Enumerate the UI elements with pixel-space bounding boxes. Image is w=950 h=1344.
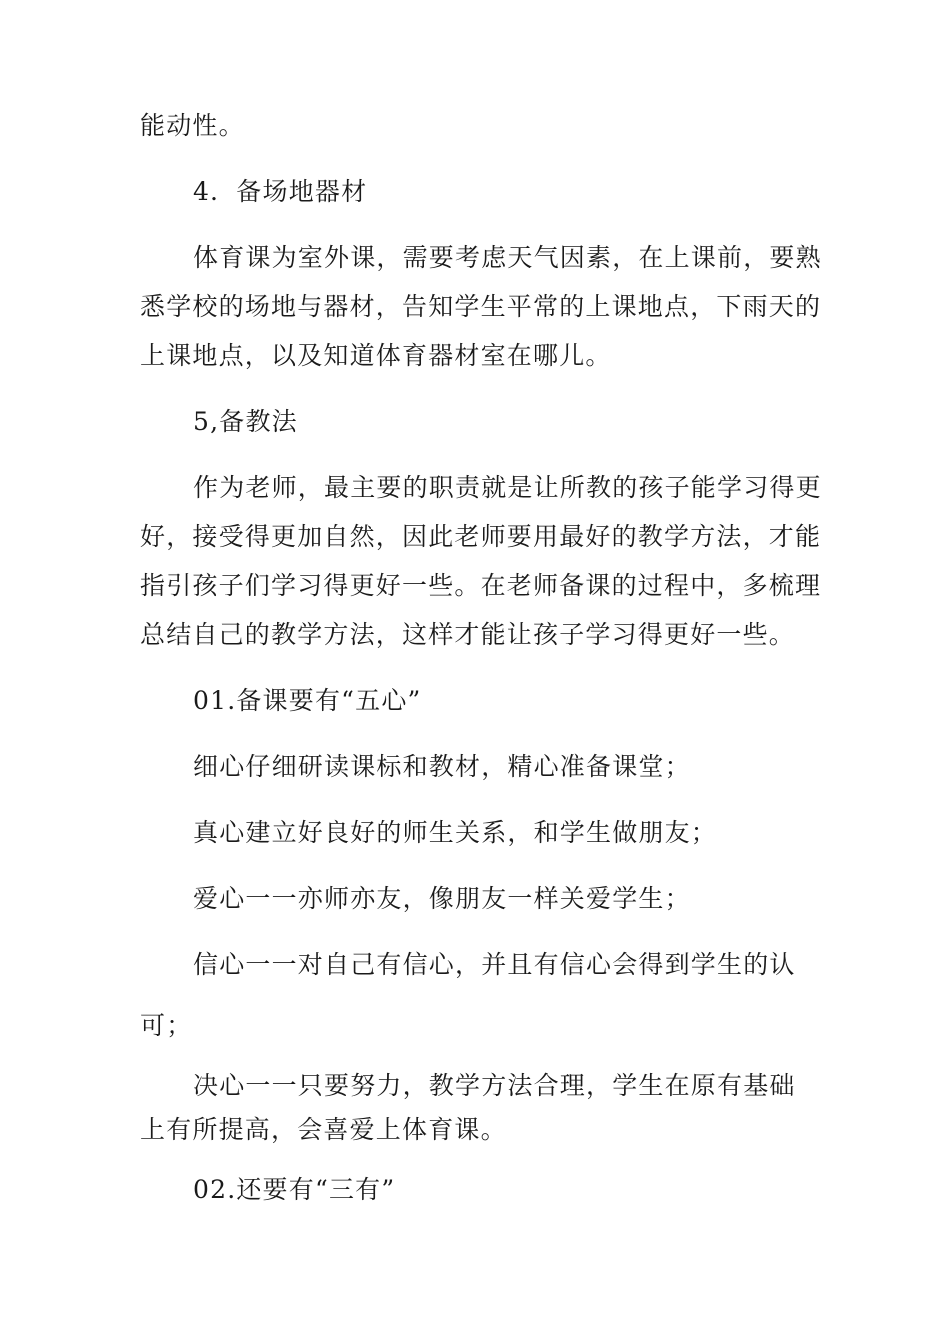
- paragraph-line: 上课地点，以及知道体育器材室在哪儿。: [140, 341, 612, 370]
- paragraph-line: 悉学校的场地与器材，告知学生平常的上课地点，下雨天的: [140, 292, 822, 321]
- paragraph-line: 上有所提高，会喜爱上体育课。: [140, 1115, 507, 1144]
- section-heading: 02.还要有“三有”: [193, 1175, 396, 1204]
- paragraph-line: 决心一一只要努力，教学方法合理，学生在原有基础: [193, 1071, 796, 1100]
- paragraph-line: 信心一一对自己有信心，并且有信心会得到学生的认: [193, 950, 796, 979]
- paragraph-line: 作为老师，最主要的职责就是让所教的孩子能学习得更: [193, 473, 822, 502]
- paragraph-line: 体育课为室外课，需要考虑天气因素，在上课前，要熟: [193, 243, 822, 272]
- section-heading: 5,备教法: [193, 407, 298, 436]
- paragraph-line: 总结自己的教学方法，这样才能让孩子学习得更好一些。: [140, 620, 796, 649]
- section-heading: 01.备课要有“五心”: [193, 686, 422, 715]
- paragraph-line: 细心仔细研读课标和教材，精心准备课堂；: [193, 752, 691, 781]
- section-heading: 4．备场地器材: [193, 177, 368, 206]
- paragraph-line: 指引孩子们学习得更好一些。在老师备课的过程中，多梳理: [140, 571, 822, 600]
- paragraph-line: 能动性。: [140, 111, 245, 140]
- paragraph-line: 可；: [140, 1011, 193, 1040]
- paragraph-line: 爱心一一亦师亦友，像朋友一样关爱学生；: [193, 884, 691, 913]
- paragraph-line: 真心建立好良好的师生关系，和学生做朋友；: [193, 818, 718, 847]
- paragraph-line: 好，接受得更加自然，因此老师要用最好的教学方法，才能: [140, 522, 822, 551]
